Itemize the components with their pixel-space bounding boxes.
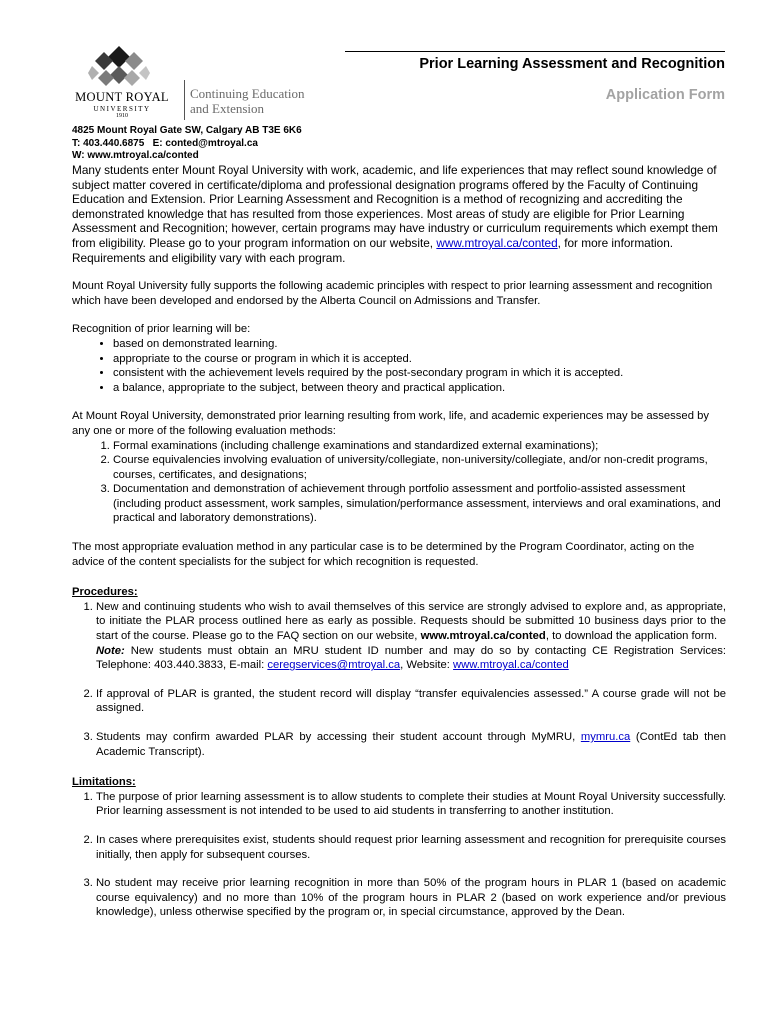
mount-royal-crown-icon <box>88 44 150 88</box>
logo-division-line2: and Extension <box>190 101 265 116</box>
list-item: • based on demonstrated learning. <box>113 337 726 352</box>
list-item: • a balance, appropriate to the subject, between theory and practical application. <box>113 381 726 396</box>
page-subtitle: Application Form <box>605 87 725 103</box>
mymru-link[interactable]: mymru.ca <box>580 731 631 743</box>
logo-divider <box>184 80 185 120</box>
list-item: 2. If approval of PLAR is granted, the student record will display “transfer equivalencies assessed.” A course grade will not be assigned. <box>96 687 726 716</box>
intro-tail: , for more information. Requirements and eligibility vary with each program. <box>72 235 674 265</box>
note-text: New students must obtain an MRU student ID number and may do so by contacting CE Registration Services: Telephone: 403.440.3833, E-mail: <box>96 644 726 672</box>
list-item: 3. No student may receive prior learning recognition in more than 50% of the program hours in PLAR 1 (based on academic course equivalency) and no more than 10% of the program hours in PLAR 2 (based on work experience and/or previous knowledge), unless otherwise specified by the program or, in special circumstance, approved by the Dean. <box>96 876 726 920</box>
title-rule <box>345 51 725 52</box>
university-logo <box>66 44 326 124</box>
logo-university: UNIVERSITY <box>93 105 151 113</box>
methods-lead: At Mount Royal University, demonstrated prior learning resulting from work, life, and academic experiences may be assessed by any one or more of the following evaluation methods: <box>72 410 709 437</box>
contact-block <box>72 125 302 163</box>
contact-address: 4825 Mount Royal Gate SW, Calgary AB T3E 6K6 <box>72 125 302 136</box>
coordinator-paragraph: The most appropriate evaluation method in any particular case is to be determined by the Program Coordinator, acting on the advice of the content specialists for the subject for which recognition is requested. <box>72 541 695 568</box>
logo-division-line1: Continuing Education <box>190 86 305 101</box>
logo-year: 1910 <box>116 113 128 119</box>
registration-website-link[interactable]: www.mtroyal.ca/conted <box>453 659 569 672</box>
list-item: 1. Formal examinations (including challenge examinations and standardized external examinations); <box>113 439 726 454</box>
list-item <box>96 730 726 759</box>
procedure-3-text: Students may confirm awarded PLAR by accessing their student account through MyMRU, <box>96 731 581 743</box>
recognition-list <box>72 337 726 395</box>
document-body <box>72 163 726 920</box>
registration-email-link[interactable]: ceregservices@mtroyal.ca <box>267 659 401 672</box>
list-item: 3. Documentation and demonstration of achievement through portfolio assessment and portfolio-assisted assessment (including product assessment, work samples, simulation/performance assessment, interviews and oral examinations, and practical and laboratory demonstrations). <box>113 482 726 526</box>
logo-wordmark: MOUNT ROYAL <box>75 90 169 104</box>
list-item: • consistent with the achievement levels required by the post-secondary program in which it is accepted. <box>113 366 726 381</box>
procedure-1-text: New and continuing students who wish to avail themselves of this service are strongly advised to explore and, as appropriate, to initiate the PLAR process outlined here as early as possible. Requests should be submitted 10 business days prior to the start of the course. Please go to the FAQ section on our website, <box>96 600 726 643</box>
list-item: 1. The purpose of prior learning assessment is to allow students to complete their studies at Mount Royal University successfully. Prior learning assessment is not intended to be used to aid students in transferring to another institution. <box>96 790 726 819</box>
contact-phone-email <box>72 138 302 151</box>
recognition-lead: Recognition of prior learning will be: <box>72 323 251 336</box>
procedure-1-tail: , to download the application form. <box>545 630 718 643</box>
procedures-list <box>72 600 726 759</box>
limitations-list <box>72 790 726 920</box>
list-item: 2. In cases where prerequisites exist, students should request prior learning assessment and recognition for prerequisite courses initially, then apply for subsequent courses. <box>96 833 726 862</box>
note-mid: , Website: <box>400 659 454 672</box>
procedure-3-tail: (ContEd tab then Academic Transcript). <box>96 731 726 758</box>
intro-website-link[interactable]: www.mtroyal.ca/conted <box>436 235 558 250</box>
procedures-heading: Procedures: <box>72 586 138 599</box>
intro-paragraph <box>72 163 726 265</box>
list-item <box>96 600 726 673</box>
note-label: Note: <box>96 644 125 657</box>
contact-email: E: conted@mtroyal.ca <box>152 137 258 149</box>
intro-text: Many students enter Mount Royal University with work, academic, and life experiences that may reflect sound knowledge of subject matter covered in certificate/diploma and professional designation programs offered by the Faculty of Continuing Education and Extension. Prior Learning Assessment and Recognition is a method of recognizing and accrediting the demonstrated knowledge that has resulted from those experiences. Most areas of study are eligible for Prior Learning Assessment and Recognition; however, certain programs may have industry or curriculum requirements which exempt them from eligibility. Please go to your program information on our website, <box>72 163 718 250</box>
page-title: Prior Learning Assessment and Recognition <box>419 56 725 72</box>
contact-phone: T: 403.440.6875 <box>72 137 145 149</box>
list-item: • appropriate to the course or program in which it is accepted. <box>113 352 726 367</box>
contact-web: W: www.mtroyal.ca/conted <box>72 150 199 162</box>
methods-list <box>72 439 726 527</box>
limitations-heading: Limitations: <box>72 776 136 789</box>
logo-division <box>190 86 304 116</box>
procedure-1-website: www.mtroyal.ca/conted <box>420 630 546 643</box>
list-item: 2. Course equivalencies involving evaluation of university/collegiate, non-university/collegiate, and/or non-credit programs, courses, certificates, and designations; <box>113 453 726 482</box>
support-paragraph: Mount Royal University fully supports the following academic principles with respect to prior learning assessment and recognition which have been developed and endorsed by the Alberta Council on Admissions and Transfer. <box>72 280 713 307</box>
